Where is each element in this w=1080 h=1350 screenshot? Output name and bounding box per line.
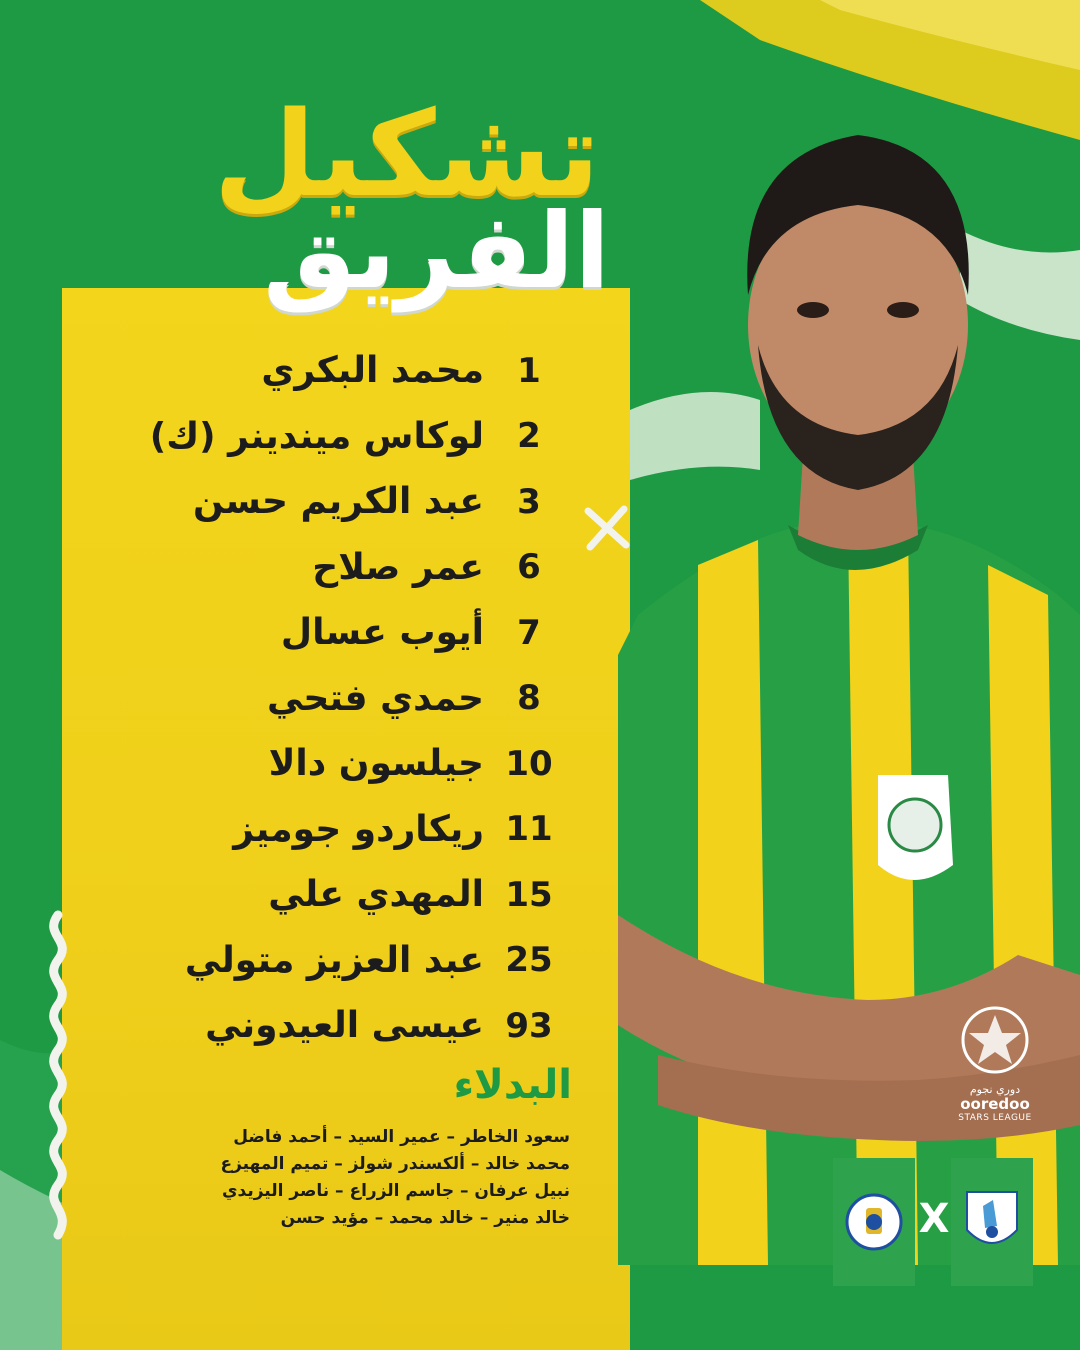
player-row <box>140 469 560 535</box>
player-row <box>140 797 560 863</box>
player-number: 93 <box>505 1005 553 1046</box>
player-name: حمدي فتحي <box>266 677 484 719</box>
title-line-2: الفريق <box>262 190 610 312</box>
player-number: 1 <box>517 350 541 391</box>
player-number: 25 <box>505 940 553 981</box>
player-row <box>140 731 560 797</box>
player-name: أيوب عسال <box>280 612 484 654</box>
player-number: 3 <box>517 481 541 522</box>
player-number: 8 <box>517 678 541 719</box>
substitutes-line: خالد منير – خالد محمد – مؤيد حسن <box>280 1208 570 1228</box>
alwakrah-crest-icon <box>961 1186 1023 1258</box>
substitutes-list <box>220 1124 570 1232</box>
league-english-name: STARS LEAGUE <box>958 1112 1032 1123</box>
player-number: 15 <box>505 874 553 915</box>
handwritten-flourish-icon <box>38 910 78 1240</box>
away-team-badge <box>833 1158 915 1286</box>
substitutes-heading: البدلاء <box>453 1062 572 1108</box>
player-number: 10 <box>505 743 553 784</box>
player-row <box>140 993 560 1059</box>
player-row <box>140 928 560 994</box>
player-row <box>140 600 560 666</box>
player-number: 2 <box>517 416 541 457</box>
player-row <box>140 862 560 928</box>
player-row <box>140 666 560 732</box>
title-block <box>213 85 610 312</box>
versus-label: X <box>918 1196 950 1242</box>
player-name: عبد العزيز متولي <box>184 939 484 981</box>
player-name: المهدي علي <box>268 874 484 916</box>
player-name: جيلسون دالا <box>268 743 484 785</box>
player-row <box>140 338 560 404</box>
player-number: 11 <box>505 809 553 850</box>
player-row <box>140 404 560 470</box>
league-emblem-icon <box>960 1005 1030 1075</box>
league-brand: ooredoo <box>960 1095 1030 1113</box>
starting-lineup <box>140 338 560 1059</box>
player-name: محمد البكري <box>261 350 484 392</box>
league-arabic-name: دوري نجوم <box>969 1083 1021 1096</box>
home-team-badge <box>951 1158 1033 1286</box>
player-name: لوكاس ميندينر (ك) <box>149 415 484 457</box>
player-name: عمر صلاح <box>312 546 484 588</box>
player-number: 7 <box>517 612 541 653</box>
player-name: ريكاردو جوميز <box>233 808 484 850</box>
player-name: عبد الكريم حسن <box>192 481 484 523</box>
substitutes-line: محمد خالد – ألكسندر شولز – تميم المهيزع <box>220 1154 570 1174</box>
player-row <box>140 535 560 601</box>
substitutes-line: نبيل عرفان – جاسم الزراع – ناصر اليزيدي <box>221 1181 570 1201</box>
player-name: عيسى العيدوني <box>205 1005 484 1047</box>
title-line-1: تشكيل <box>213 85 600 223</box>
player-number: 6 <box>517 547 541 588</box>
substitutes-line: سعود الخاطر – عمير السيد – أحمد فاضل <box>233 1127 570 1147</box>
league-logo <box>945 1005 1045 1123</box>
alkhor-crest-icon <box>844 1192 904 1252</box>
